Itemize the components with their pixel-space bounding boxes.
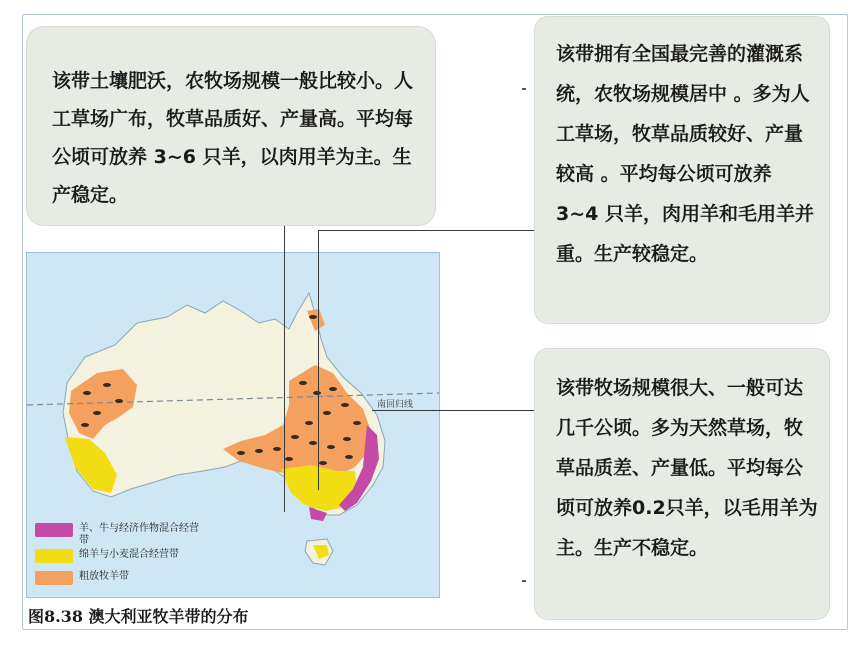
info-card-bottom-right (534, 348, 830, 620)
legend-swatch-mixed (35, 523, 73, 537)
sheep-icon (319, 461, 327, 465)
info-card-top-right (534, 16, 830, 324)
card-text-top-left: 该带土壤肥沃，农牧场规模一般比较小。人工草场广布，牧草品质好、产量高。平均每公顷可放养 3~6 只羊，以肉用羊为主。生产稳定。 (52, 70, 414, 206)
connector-line-2 (318, 230, 319, 490)
sheep-icon (309, 441, 317, 445)
sheep-icon (291, 435, 299, 439)
sheep-icon (103, 383, 111, 387)
legend-swatch-wheat (35, 549, 73, 563)
info-card-top-left (26, 26, 436, 226)
connector-line-3 (372, 410, 534, 411)
legend-swatch-grazing (35, 571, 73, 585)
sheep-icon (323, 411, 331, 415)
sheep-icon (341, 403, 349, 407)
sheep-icon (343, 437, 351, 441)
sheep-icon (329, 387, 337, 391)
legend-item-mixed (35, 523, 199, 547)
sheep-icon (237, 451, 245, 455)
tropic-label: 南回归线 (377, 400, 414, 410)
sheep-icon (345, 455, 353, 459)
legend-item-wheat (35, 549, 179, 563)
connector-tick (522, 580, 526, 582)
sheep-icon (353, 421, 361, 425)
australia-map (26, 252, 440, 598)
card-text-top-right: 该带拥有全国最完善的灌溉系统，农牧场规模居中 。多为人工草场，牧草品质较好、产量较高 。平均每公顷可放养 3~4 只羊，肉用羊和毛用羊并重。生产较稳定。 (556, 43, 814, 265)
sheep-icon (81, 423, 89, 427)
sheep-icon (305, 421, 313, 425)
connector-tick (522, 88, 526, 90)
connector-line-1 (284, 226, 285, 512)
sheep-icon (93, 411, 101, 415)
sheep-icon (309, 315, 317, 319)
legend-item-grazing (35, 571, 129, 585)
figure-caption: 图8.38 澳大利亚牧羊带的分布 (28, 607, 249, 626)
sheep-icon (255, 449, 263, 453)
sheep-icon (313, 391, 321, 395)
sheep-icon (83, 391, 91, 395)
card-text-bottom-right: 该带牧场规模很大、一般可达几千公顷。多为天然草场，牧草品质差、产量低。平均每公顷可放养0.2只羊，以毛用羊为主。生产不稳定。 (556, 377, 818, 559)
legend-label-wheat: 绵羊与小麦混合经营带 (79, 549, 179, 560)
legend-label-mixed: 羊、牛与经济作物混合经营带 (79, 523, 199, 546)
sheep-icon (115, 399, 123, 403)
connector-line-2-horizontal (318, 230, 534, 231)
legend-label-grazing: 粗放牧羊带 (79, 571, 129, 582)
sheep-icon (327, 445, 335, 449)
sheep-icon (285, 457, 293, 461)
sheep-icon (273, 447, 281, 451)
sheep-icon (299, 381, 307, 385)
